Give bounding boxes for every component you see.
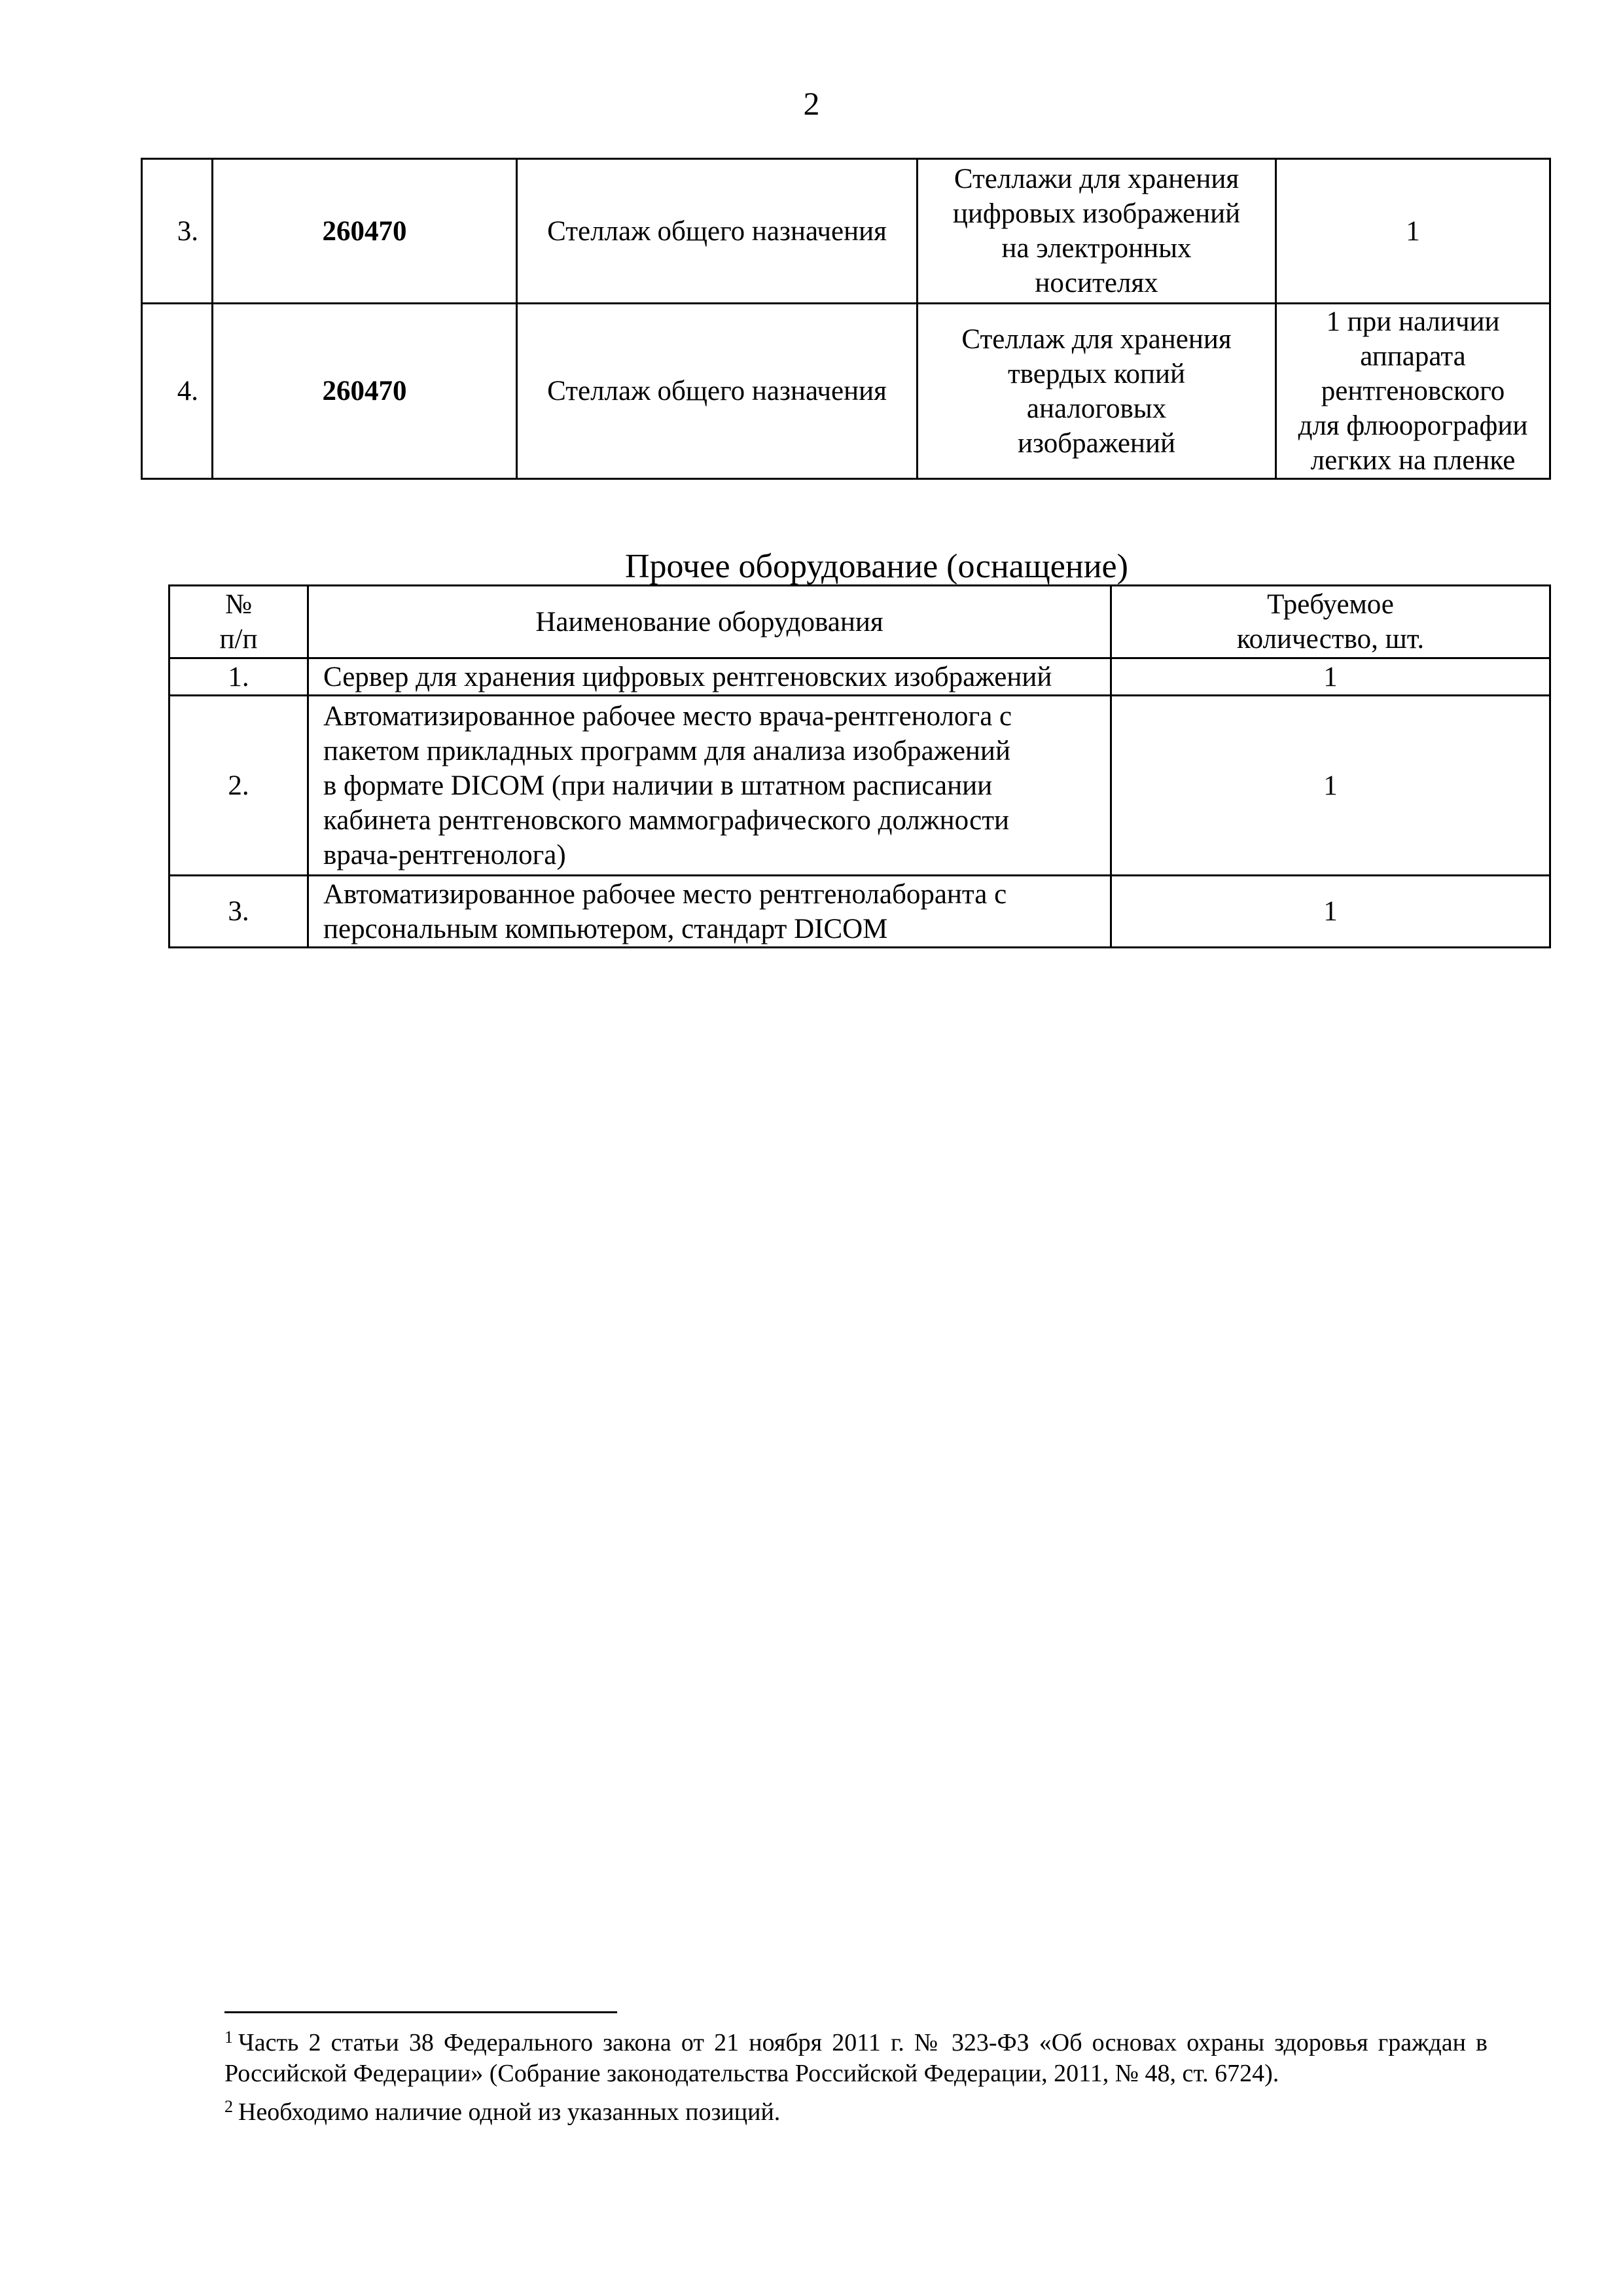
footnote-2 (224, 2097, 1488, 2128)
header-number (169, 586, 308, 658)
text-line: в формате DICOM (при наличии в штатном расписании (323, 770, 993, 801)
text-line: 1 (1406, 215, 1420, 247)
row-number: 3. (142, 159, 213, 304)
text-line: рентгеновского (1321, 376, 1505, 406)
item-name (918, 159, 1276, 304)
text-line: Стеллаж для хранения (961, 323, 1232, 355)
page-number: 2 (803, 85, 820, 122)
text-line: количество, шт. (1236, 624, 1425, 655)
text-line: цифровых изображений (952, 198, 1241, 229)
header-name: Наименование оборудования (308, 586, 1111, 658)
text-line: легких на пленке (1310, 445, 1516, 476)
item-code: 260470 (213, 304, 517, 479)
footnote-text: Необходимо наличие одной из указанных позиций. (238, 2098, 781, 2126)
text-line: Стеллажи для хранения (954, 164, 1240, 194)
text-line: Автоматизированное рабочее место рентгенолаборанта с (323, 878, 1007, 910)
footnote-text: Часть 2 статьи 38 Федерального закона от 21 ноября 2011 г. № 323-ФЗ «Об основах охраны здоровья граждан в Российской Федерации» (Собрание законодательства Российской Федерации, 2011, № 48, ст. 6724). (224, 2029, 1488, 2087)
table-row (169, 876, 1550, 948)
text-line: Сервер для хранения цифровых рентгеновских изображений (323, 661, 1052, 692)
text-line: аппарата (1360, 341, 1466, 372)
row-number: 2. (169, 696, 308, 876)
row-number: 4. (142, 304, 213, 479)
text-line: 1 при наличии (1326, 306, 1500, 337)
footnote-mark: 2 (224, 2097, 233, 2116)
row-number: 1. (169, 658, 308, 696)
text-line: Автоматизированное рабочее место врача-рентгенолога с (323, 700, 1012, 732)
item-quantity: 1 (1111, 876, 1550, 948)
table-header-row (169, 586, 1550, 658)
item-quantity (1276, 304, 1550, 479)
item-kind: Стеллаж общего назначения (517, 304, 918, 479)
item-name (308, 876, 1111, 948)
text-line: на электронных (1001, 233, 1192, 264)
text-line: твердых копий (1007, 358, 1186, 389)
text-line: аналоговых (1026, 393, 1167, 424)
item-name (308, 658, 1111, 696)
text-line: кабинета рентгеновского маммографического должности (323, 804, 1010, 836)
text-line: для флюорографии (1298, 410, 1528, 441)
text-line: врача-рентгенолога) (323, 839, 566, 870)
text-line: изображений (1018, 427, 1175, 459)
table-row (169, 658, 1550, 696)
item-quantity (1276, 159, 1550, 304)
header-quantity (1111, 586, 1550, 658)
footnote-separator (224, 2011, 617, 2013)
item-name (918, 304, 1276, 479)
text-line: Требуемое (1267, 589, 1394, 620)
item-quantity: 1 (1111, 696, 1550, 876)
footnotes (224, 2028, 1488, 2128)
item-quantity: 1 (1111, 658, 1550, 696)
item-kind: Стеллаж общего назначения (517, 159, 918, 304)
table-row (142, 304, 1550, 479)
table-row (169, 696, 1550, 876)
text-line: персональным компьютером, стандарт DICOM (323, 913, 888, 944)
item-name (308, 696, 1111, 876)
footnote-mark: 1 (224, 2028, 233, 2047)
equipment-table-continued (141, 158, 1551, 480)
row-number: 3. (169, 876, 308, 948)
text-line: носителях (1035, 268, 1158, 298)
table-row (142, 159, 1550, 304)
text-line: п/п (219, 624, 258, 655)
text-line: № (224, 589, 253, 620)
footnote-1 (224, 2028, 1488, 2089)
item-code: 260470 (213, 159, 517, 304)
other-equipment-table (168, 584, 1551, 948)
text-line: пакетом прикладных программ для анализа изображений (323, 735, 1010, 766)
section-title: Прочее оборудование (оснащение) (625, 548, 1128, 585)
